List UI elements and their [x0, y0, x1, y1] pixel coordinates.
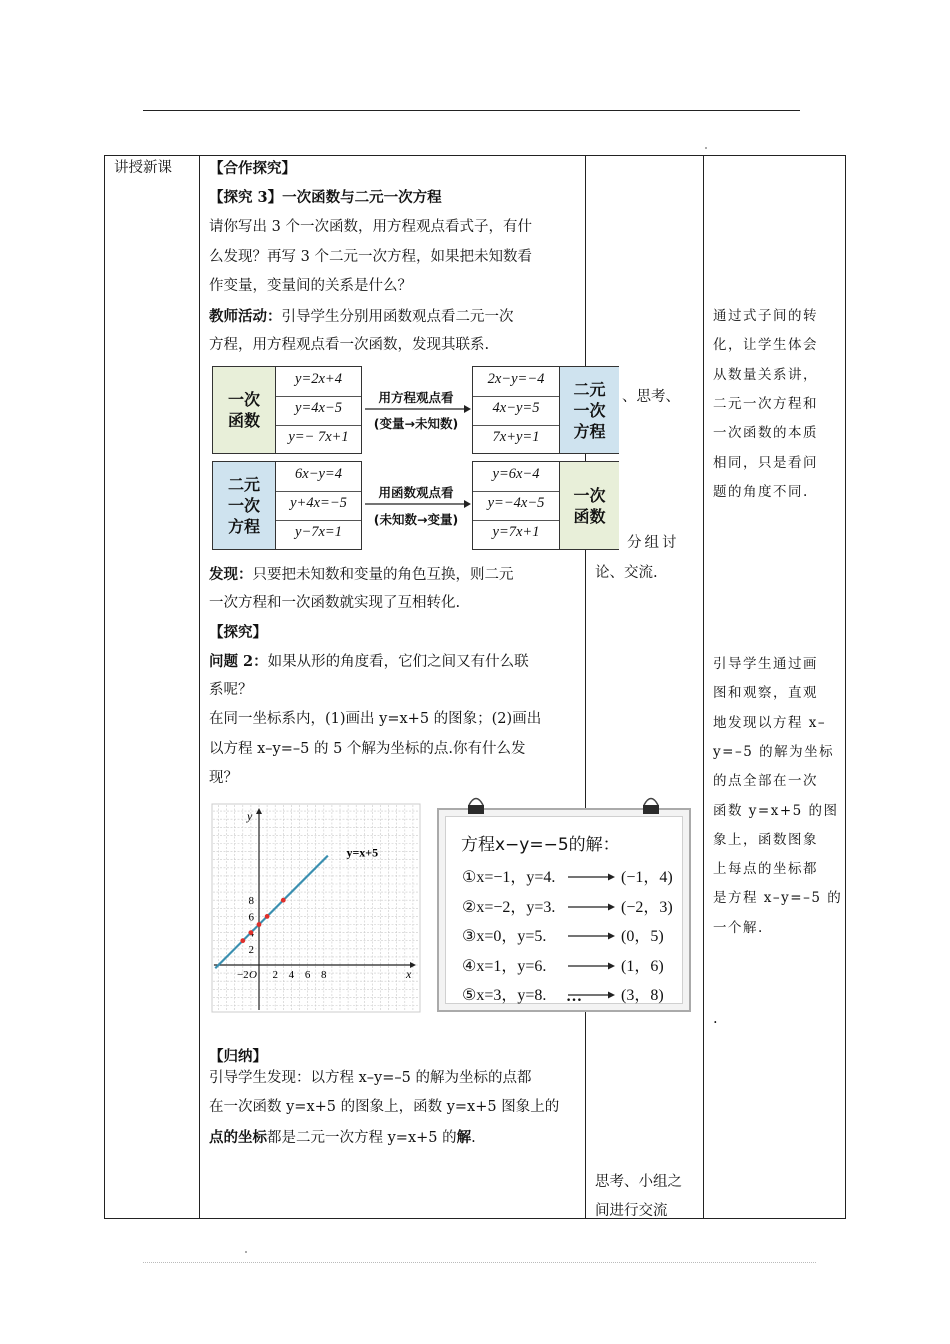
design-intent-line: 象上，函数图象 — [713, 831, 818, 848]
y-tick-label: 8 — [248, 895, 254, 908]
y-tick-label: 2 — [248, 943, 254, 956]
solution-point: (−2，3) — [621, 898, 673, 916]
right-arrow-icon — [364, 404, 472, 414]
teacher-label: 教师活动： — [209, 308, 282, 325]
summary-text: 在一次函数 y=x+5 的图象上，函数 y=x+5 图象上的 — [209, 1099, 560, 1115]
x-tick-label: −2 — [236, 969, 249, 981]
speck — [705, 147, 707, 149]
design-intent-line: 地发现以方程 x– — [713, 714, 827, 731]
solution-point: (1，6) — [621, 957, 664, 975]
equation: y+4x=−5 — [290, 495, 347, 511]
explore-heading: 【探究】 — [209, 624, 267, 641]
solution-point-marker — [257, 922, 262, 927]
finding-text: 一次方程和一次函数就实现了互相转化. — [209, 595, 461, 611]
design-intent-line: 从数量关系讲， — [713, 366, 818, 383]
solution-point: (−1，4) — [621, 869, 673, 886]
equation: 7x+y=1 — [492, 429, 540, 445]
solution-point: (0，5) — [621, 928, 664, 945]
summary-text: 都是二元一次方程 y=x+5 的 — [267, 1130, 457, 1146]
equation: y=−4x−5 — [487, 495, 545, 511]
teacher-text: 方程，用方程观点看一次函数，发现其联系. — [209, 337, 490, 353]
x-tick-label: 8 — [321, 969, 327, 981]
design-intent-line: 函数 y=x+5 的图 — [713, 802, 839, 819]
arrow-label: (未知数→变量) — [373, 512, 459, 527]
solution-point-marker — [240, 938, 245, 943]
teacher-activity-line — [209, 302, 514, 333]
summary-bold: 点的坐标 — [209, 1129, 267, 1146]
finding-text: 只要把未知数和变量的角色互换，则二元 — [252, 567, 514, 583]
function-box — [212, 366, 362, 454]
x-tick-label: 6 — [304, 969, 311, 981]
student-activity: 论、交流. — [595, 565, 658, 581]
arrow-label: 用方程观点看 — [378, 390, 454, 405]
design-intent-line: 相同，只是看问 — [713, 454, 818, 471]
solution-point-marker — [249, 930, 254, 935]
solutions-more: … — [566, 988, 582, 1005]
summary-heading: 【归纳】 — [209, 1048, 267, 1065]
design-intent-line: 图和观察，直观 — [713, 685, 818, 702]
design-intent-line: 题的角度不同. — [713, 483, 809, 500]
right-arrow-icon — [568, 931, 616, 941]
question-text: 如果从形的角度看，它们之间又有什么联 — [267, 654, 529, 670]
binder-clip-icon — [465, 796, 487, 816]
origin-label: O — [249, 969, 257, 981]
design-intent-line: 二元一次方程和 — [713, 395, 818, 412]
arrow-label: (变量→未知数) — [373, 416, 459, 431]
right-arrow-icon — [568, 902, 616, 912]
equation: y=− 7x+1 — [288, 429, 349, 445]
solution-row: ④x=1，y=6. — [462, 957, 547, 975]
x-tick-label: 2 — [272, 969, 278, 981]
student-activity: 分组讨 — [627, 535, 680, 551]
task-text: 现？ — [209, 770, 238, 786]
design-intent-line: 通过式子间的转 — [713, 308, 818, 324]
design-intent-line: 是方程 x–y=–5 的 — [713, 890, 843, 907]
equation: y−7x=1 — [295, 524, 342, 540]
summary-text: . — [471, 1130, 476, 1146]
task-text: 在同一坐标系内，(1)画出 y=x+5 的图象；(2)画出 — [209, 711, 542, 727]
design-intent-line: 上每点的坐标都 — [713, 861, 818, 878]
x-axis-label: x — [406, 967, 412, 981]
solution-row: ①x=−1，y=4. — [462, 869, 556, 886]
question-line — [209, 647, 529, 678]
equation-header: 二元 一次 方程 — [213, 462, 276, 549]
right-arrow-icon — [364, 499, 472, 509]
equation-box — [472, 366, 619, 454]
solution-row: ②x=−2，y=3. — [462, 898, 556, 916]
design-intent-line: 一个解. — [713, 919, 764, 936]
equation: y=2x+4 — [295, 371, 342, 387]
coop-heading: 【合作探究】 — [209, 160, 296, 177]
design-intent-3: . — [713, 1011, 718, 1027]
equation: 4x−y=5 — [492, 400, 540, 416]
summary-text: 引导学生发现：以方程 x–y=–5 的解为坐标的点都 — [209, 1070, 532, 1086]
student-activity: 思考、小组之 — [595, 1174, 682, 1190]
arrow-label: 用函数观点看 — [378, 485, 454, 500]
column-divider — [585, 155, 586, 1219]
x-tick-label: 4 — [288, 969, 295, 981]
design-intent-line: 化，让学生体会 — [713, 337, 818, 354]
y-axis-label: y — [247, 809, 253, 823]
prompt-line: 么发现？再写 3 个二元一次方程，如果把未知数看 — [209, 249, 532, 265]
section-label: 讲授新课 — [114, 160, 172, 176]
design-intent-line: 的点全部在一次 — [713, 773, 818, 790]
header-rule — [143, 110, 800, 111]
teacher-text: 引导学生分别用函数观点看二元一次 — [281, 309, 514, 325]
equation: y=6x−4 — [492, 466, 540, 482]
footer-rule — [143, 1262, 816, 1263]
solution-row: ③x=0，y=5. — [462, 928, 547, 945]
equation: y=7x+1 — [492, 524, 540, 540]
design-intent-line: 一次函数的本质 — [713, 425, 818, 442]
equation: 2x−y=−4 — [487, 371, 545, 387]
question-label: 问题 2： — [209, 653, 268, 670]
question-text: 系呢？ — [209, 682, 253, 698]
equation: 6x−y=4 — [295, 466, 342, 482]
student-activity: 间进行交流 — [595, 1203, 668, 1219]
column-divider — [703, 155, 704, 1219]
function-line-label: y=x+5 — [346, 845, 379, 860]
equation-header: 二元 一次 方程 — [559, 367, 619, 453]
solution-row: ⑤x=3，y=8. — [462, 987, 547, 1004]
equation-box — [212, 461, 362, 550]
design-intent-line: 引导学生通过画 — [713, 656, 818, 672]
solutions-title: 方程x−y=−5的解： — [461, 835, 620, 855]
speck — [245, 1251, 247, 1253]
function-box — [472, 461, 619, 550]
prompt-line: 作变量，变量间的关系是什么？ — [209, 278, 412, 294]
binder-clip-icon — [640, 796, 662, 816]
function-header: 一次 函数 — [559, 462, 619, 549]
coordinate-graph — [210, 802, 422, 1014]
finding-line — [209, 560, 514, 591]
explore3-heading: 【探究 3】一次函数与二元一次方程 — [209, 189, 442, 206]
equation: y=4x−5 — [295, 400, 342, 416]
task-text: 以方程 x–y=–5 的 5 个解为坐标的点.你有什么发 — [209, 741, 526, 757]
prompt-line: 请你写出 3 个一次函数，用方程观点看式子，有什 — [209, 219, 532, 235]
solution-point-marker — [265, 914, 270, 919]
summary-bold: 解 — [456, 1129, 472, 1146]
design-intent-line: y=–5 的解为坐标 — [713, 743, 835, 760]
student-activity: 、思考、 — [622, 389, 680, 405]
right-arrow-icon — [568, 961, 616, 971]
y-tick-label: 6 — [248, 911, 254, 924]
column-divider — [199, 155, 200, 1219]
summary-line — [209, 1123, 476, 1154]
solution-point-marker — [281, 898, 286, 903]
solution-point: (3，8) — [621, 987, 664, 1004]
function-header: 一次 函数 — [213, 367, 276, 453]
right-arrow-icon — [568, 872, 616, 882]
finding-label: 发现： — [209, 566, 253, 583]
